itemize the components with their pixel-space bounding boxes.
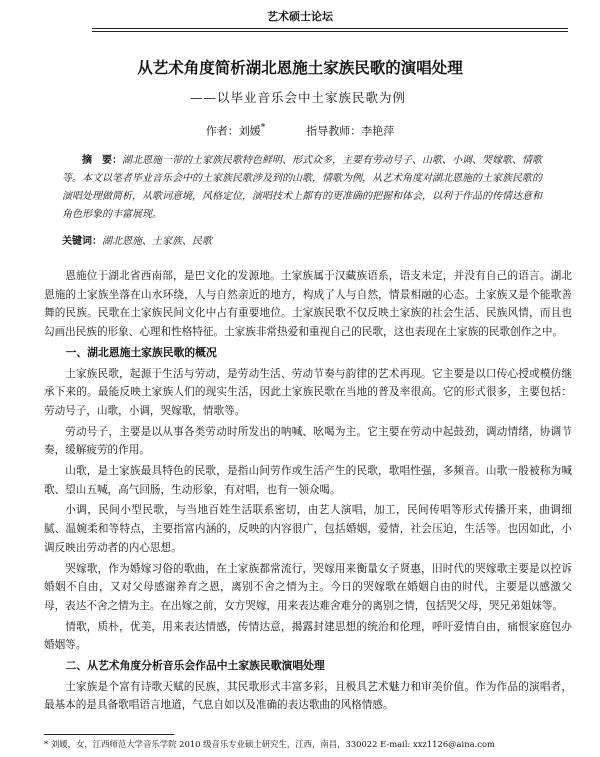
body-paragraph: 情歌，质朴，优美，用来表达情感，传情达意，揭露封建思想的统治和伦理，呼吁爱情自由，痛恨家庭包办婚姻等。 (44, 620, 572, 652)
body-paragraph: 土家族是个富有诗歌天赋的民族，其民歌形式丰富多彩，且极具艺术魅力和审美价值。作为作品的演唱者，最基本的是具备歌唱语言地道，气息自如以及准确的表达歌曲的风格情感。 (44, 680, 572, 712)
header-rule-bottom (92, 31, 568, 32)
body-paragraph: 哭嫁歌，作为婚嫁习俗的歌曲，在土家族都常流行，哭嫁用来衡量女子贤惠，旧时代的哭嫁歌主要是以控诉婚姻不自由，又对父母感谢养育之恩，离别不舍之情为主。今日的哭嫁歌在婚姻自由的时代，主要是以感激父母，表达不舍之情为主。在出嫁之前，女方哭嫁，用来表达难舍难分的离别之情，包括哭父母，哭兄弟姐妹等。 (44, 562, 572, 612)
body-paragraph: 土家族民歌，起源于生活与劳动，是劳动生活、劳动节奏与韵律的艺术再现。它主要是以口传心授或模仿继承下来的。最能反映土家族人们的现实生活，因此土家族民歌在当地的普及率很高。它的形式很多，主要包括：劳动号子，山歌，小调，哭嫁歌，情歌等。 (44, 367, 572, 417)
body-paragraph: 小调，民间小型民歌，与当地百姓生活联系密切，由艺人演唱，加工，民间传唱等形式传播开来，曲调细腻、温婉柔和等特点，主要指富内涵的，反映的内容很广，包括婚姻，爱情，社会压迫，生活等。也因如此，小调反映出劳动者的内心思想。 (44, 504, 572, 554)
byline (0, 122, 600, 139)
keywords-label: 关键词： (62, 236, 102, 247)
footnote-rule (44, 734, 174, 735)
keywords (62, 232, 542, 247)
advisor-label: 指导教师： (306, 124, 362, 138)
section-heading-2: 二、从艺术角度分析音乐会作品中土家族民歌演唱处理 (65, 659, 325, 673)
author-label: 作者： (205, 124, 239, 138)
author-name: 刘媛 (238, 124, 261, 138)
advisor-name: 李艳萍 (361, 124, 395, 138)
author-footnote-mark: * (260, 122, 266, 133)
journal-header: 艺术硕士论坛 (267, 10, 333, 23)
abstract (62, 152, 542, 224)
abstract-text: 湖北恩施一带的土家族民歌特色鲜明、形式众多，主要有劳动号子、山歌、小调、哭嫁歌、情歌等。本文以笔者毕业音乐会中的土家族民歌涉及到的山歌，情歌为例，从艺术角度对湖北恩施的土家族民歌的演唱处理做简析，从歌词意境，风格定位，演唱技术上都有的更准确的把握和体会，以利于作品的传情达意和角色形象的丰富展现。 (62, 155, 542, 220)
author-footnote: * 刘媛，女，江西师范大学音乐学院 2010 级音乐专业硕士研究生，江西，南昌，330022 E-mail: xxz1126@aina.com (44, 739, 495, 749)
header-rule-top (92, 28, 568, 29)
keywords-text: 湖北恩施、土家族、民歌 (102, 236, 212, 247)
body-paragraph: 劳动号子，主要是以从事各类劳动时所发出的呐喊、吆喝为主。它主要在劳动中起鼓劲，调动情绪，协调节奏，缓解疲劳的作用。 (44, 425, 572, 457)
article-title: 从艺术角度简析湖北恩施土家族民歌的演唱处理 (137, 59, 463, 77)
section-heading-1: 一、湖北恩施土家族民歌的概况 (65, 345, 217, 359)
article-body (44, 267, 572, 717)
abstract-label: 摘 要： (82, 155, 122, 166)
body-paragraph: 山歌，是土家族最具特色的民歌，是指山间劳作或生活产生的民歌，歌唱性强，多频音。山歌一般被称为喊歌、望山五喊，高气回肠，生动形象，有对唱，也有一领众喝。 (44, 465, 572, 496)
body-paragraph-intro: 恩施位于湖北省西南部，是巴文化的发源地。土家族属于汉藏族语系，语支未定，并没有自己的语言。湖北恩施的土家族坐落在山水环绕，人与自然亲近的地方，构成了人与自然，情景相融的心态。土家族又是个能歌善舞的民族。民歌在土家族民间文化中占有重要地位。土家族民歌不仅反映土家族的社会生活、民族风情，而且也勾画出民族的形象、心理和性格特征。土家族非常热爱和重视自己的民歌，这也表现在土家族的民歌创作之中。 (44, 270, 572, 339)
article-subtitle: ——以毕业音乐会中土家族民歌为例 (190, 90, 407, 105)
